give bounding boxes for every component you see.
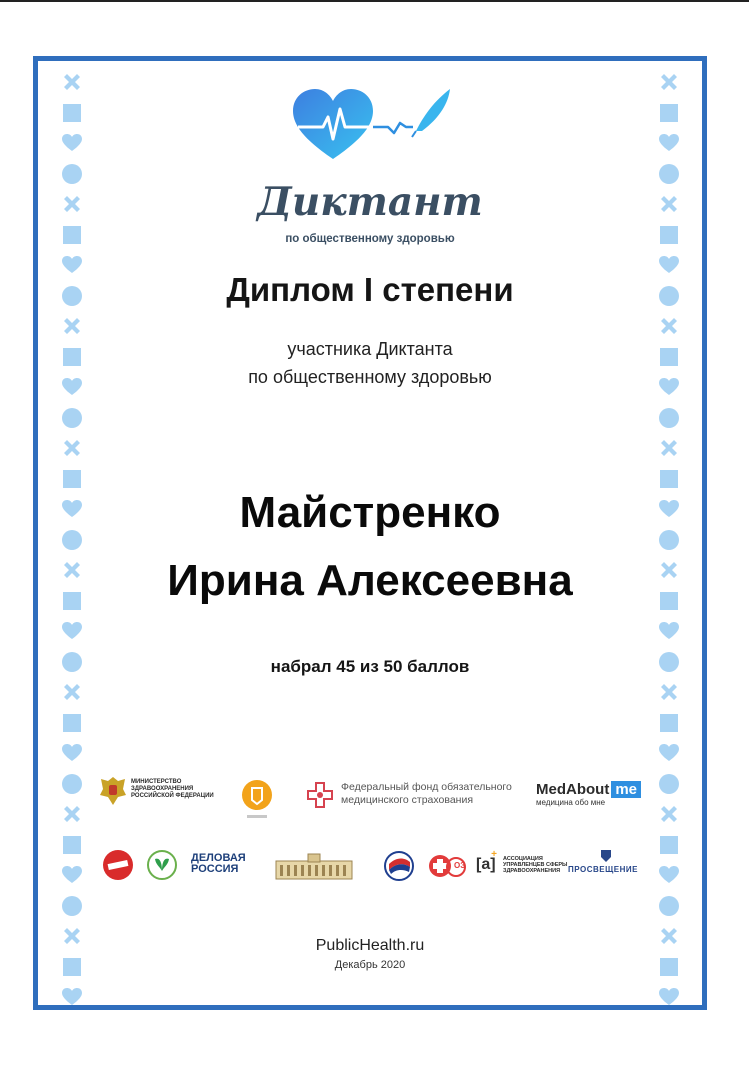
ministry-line2: ЗДРАВООХРАНЕНИЯ [131, 786, 194, 792]
recipient-surname: Майстренко [239, 488, 501, 537]
heart-pen-logo-icon [288, 87, 458, 167]
ffoms-line1: Федеральный фонд обязательного [341, 781, 512, 793]
prosveshchenie-name: ПРОСВЕЩЕНИЕ [568, 865, 638, 874]
delovaya-line1: ДЕЛОВАЯ [191, 852, 246, 864]
ffoms-name [341, 781, 512, 807]
medabout-logo [536, 781, 641, 807]
association-line1: АССОЦИАЦИЯ [503, 856, 543, 862]
oz-label: ОЗ [454, 861, 466, 870]
red-badge-logo-icon [102, 849, 134, 881]
diploma-content [38, 61, 702, 1005]
recipient-given-names: Ирина Алексеевна [167, 556, 573, 605]
russian-emblem-icon [98, 773, 128, 807]
medabout-badge: me [611, 781, 641, 798]
prosveshchenie-shield-icon [599, 849, 613, 863]
ffoms-cross-icon [306, 781, 334, 809]
brand-title: Диктант [257, 179, 483, 225]
medabout-name: MedAbout [536, 781, 610, 798]
diploma-title: Диплом I степени [226, 271, 514, 308]
diploma-subtitle-line1: участника Диктанта [287, 339, 453, 359]
ministry-line1: МИНИСТЕРСТВО [131, 779, 182, 785]
ministry-line3: РОССИЙСКОЙ ФЕДЕРАЦИИ [131, 793, 214, 799]
medabout-title [536, 781, 641, 798]
association-name [503, 856, 567, 874]
building-facade-logo-icon [274, 851, 354, 881]
association-mark: [a] [476, 856, 496, 873]
tricolor-circle-logo-icon [384, 851, 414, 881]
association-plus-icon: + [491, 849, 497, 860]
diploma-subtitle-line2: по общественному здоровью [248, 367, 492, 387]
ministry-name [131, 779, 214, 800]
brand-tagline: по общественному здоровью [285, 233, 455, 245]
ffoms-line2: медицинского страхования [341, 794, 474, 806]
delovaya-rossiya-logo [191, 853, 246, 875]
delovaya-line2: РОССИЯ [191, 863, 239, 875]
medabout-tagline: медицина обо мне [536, 798, 606, 807]
top-edge-line [0, 0, 749, 2]
footer-date: Декабрь 2020 [334, 959, 406, 971]
association-line2: УПРАВЛЕНЦЕВ СФЕРЫ [503, 862, 568, 868]
footer-website: PublicHealth.ru [315, 937, 425, 954]
green-leaf-logo-icon [146, 849, 178, 881]
score-text: набрал 45 из 50 баллов [270, 657, 470, 676]
diploma-frame [33, 56, 707, 1010]
association-line3: ЗДРАВООХРАНЕНИЯ [503, 868, 561, 874]
orange-circle-logo-icon [241, 779, 273, 821]
